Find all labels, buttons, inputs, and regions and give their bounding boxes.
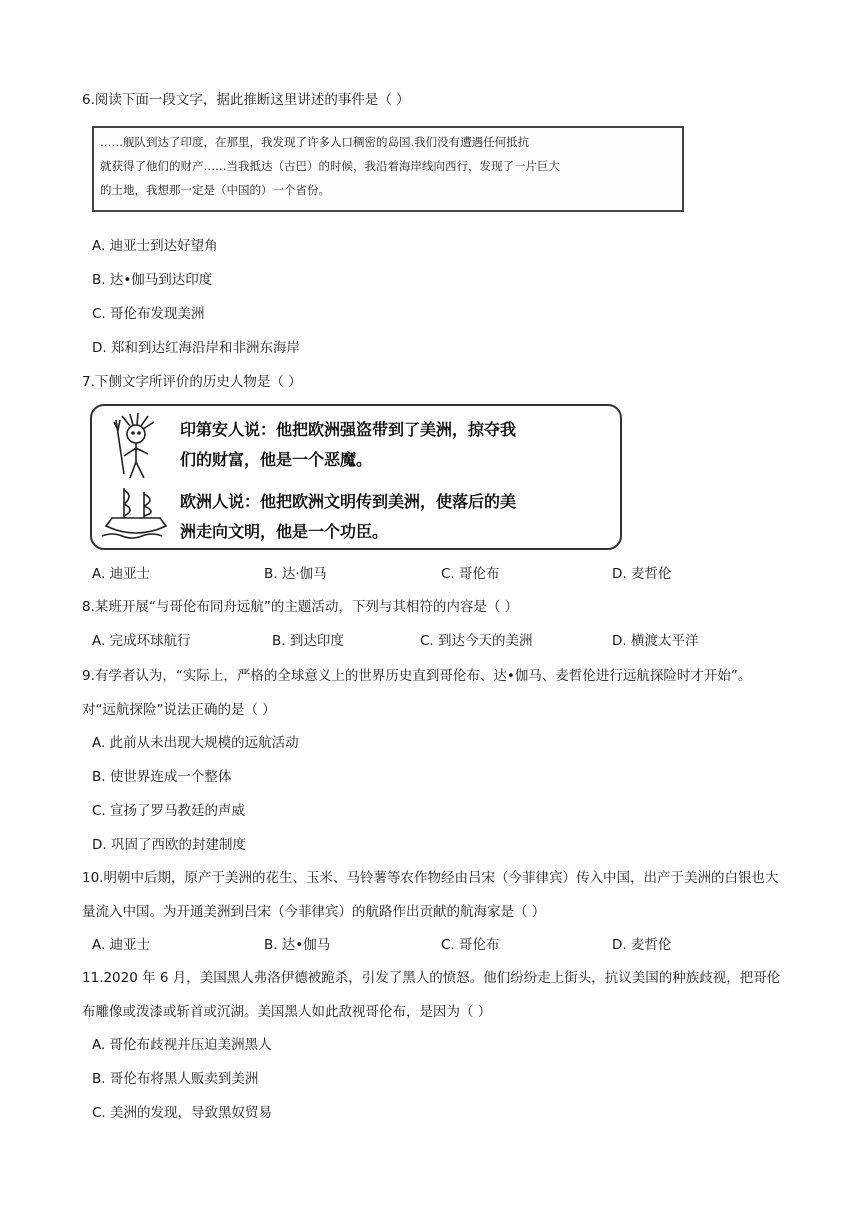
question-7-stem: 7.下侧文字所评价的历史人物是（ ） bbox=[82, 374, 302, 390]
question-8-option-c[interactable]: C. 到达今天的美洲 bbox=[420, 633, 533, 649]
comic-line-4: 洲走向文明，他是一个功臣。 bbox=[180, 522, 389, 541]
question-9-option-b[interactable]: B. 使世界连成一个整体 bbox=[92, 769, 232, 785]
question-7-comic-box bbox=[90, 404, 622, 550]
question-6-stem: 6.阅读下面一段文字，据此推断这里讲述的事件是（ ） bbox=[82, 92, 410, 108]
question-7-option-b[interactable]: B. 达·伽马 bbox=[264, 566, 327, 582]
question-7-option-d[interactable]: D. 麦哲伦 bbox=[612, 566, 672, 582]
question-8-option-d[interactable]: D. 横渡太平洋 bbox=[612, 633, 699, 649]
question-9-option-a[interactable]: A. 此前从未出现大规模的远航活动 bbox=[92, 735, 299, 751]
question-6-option-c[interactable]: C. 哥伦布发现美洲 bbox=[92, 306, 205, 322]
question-6-option-a[interactable]: A. 迪亚士到达好望角 bbox=[92, 238, 218, 254]
question-11-option-b[interactable]: B. 哥伦布将黑人贩卖到美洲 bbox=[92, 1071, 259, 1087]
question-9-option-c[interactable]: C. 宣扬了罗马教廷的声威 bbox=[92, 803, 246, 819]
quote-line-3: 的土地，我想那一定是（中国的）一个省份。 bbox=[100, 183, 330, 197]
quote-line-1: ……舰队到达了印度，在那里，我发现了许多人口稠密的岛国.我们没有遭遇任何抵抗 bbox=[100, 135, 530, 149]
question-8-stem: 8.某班开展“与哥伦布同舟远航”的主题活动，下列与其相符的内容是（ ） bbox=[82, 599, 519, 615]
question-7-option-a[interactable]: A. 迪亚士 bbox=[92, 566, 151, 582]
question-11-stem: 11.2020 年 6 月，美国黑人弗洛伊德被跪杀，引发了黑人的愤怒。他们纷纷走上街头，抗议美国的种族歧视，把哥伦布雕像或泼漆或斩首或沉湖。美国黑人如此敌视哥伦布，是因为（ ） bbox=[82, 970, 781, 1020]
question-10-option-d[interactable]: D. 麦哲伦 bbox=[612, 937, 672, 953]
question-10-option-a[interactable]: A. 迪亚士 bbox=[92, 937, 151, 953]
question-8-option-b[interactable]: B. 到达印度 bbox=[272, 633, 344, 649]
question-6-quote-box bbox=[92, 126, 684, 212]
question-7-option-c[interactable]: C. 哥伦布 bbox=[441, 566, 500, 582]
quote-line-2: 就获得了他们的财产……当我抵达（古巴）的时候，我沿着海岸线向西行，发现了一片巨大 bbox=[100, 159, 560, 173]
comic-line-3: 欧洲人说：他把欧洲文明传到美洲，使落后的美 bbox=[180, 492, 517, 511]
question-10-stem: 10.明朝中后期，原产于美洲的花生、玉米、马铃薯等农作物经由吕宋（今菲律宾）传入中国，出产于美洲的白银也大量流入中国。为开通美洲到吕宋（今菲律宾）的航路作出贡献的航海家是（ ） bbox=[82, 870, 779, 920]
question-10-option-c[interactable]: C. 哥伦布 bbox=[441, 937, 500, 953]
question-9-stem: 9.有学者认为，“实际上，严格的全球意义上的世界历史直到哥伦布、达•伽马、麦哲伦进行远航探险时才开始”。对“远航探险”说法正确的是（ ） bbox=[82, 668, 752, 718]
question-11-option-a[interactable]: A. 哥伦布歧视并压迫美洲黑人 bbox=[92, 1037, 272, 1053]
question-11-option-c[interactable]: C. 美洲的发现，导致黑奴贸易 bbox=[92, 1105, 273, 1121]
question-8-option-a[interactable]: A. 完成环球航行 bbox=[92, 633, 191, 649]
question-6-option-b[interactable]: B. 达•伽马到达印度 bbox=[92, 272, 213, 288]
question-9-option-d[interactable]: D. 巩固了西欧的封建制度 bbox=[92, 837, 246, 853]
question-10-option-b[interactable]: B. 达•伽马 bbox=[264, 937, 331, 953]
comic-line-1: 印第安人说：他把欧洲强盗带到了美洲，掠夺我 bbox=[180, 420, 517, 439]
sailing-ship-icon bbox=[100, 482, 172, 544]
question-6-option-d[interactable]: D. 郑和到达红海沿岸和非洲东海岸 bbox=[92, 340, 300, 356]
native-american-figure-icon bbox=[102, 412, 168, 482]
comic-line-2: 们的财富，他是一个恶魔。 bbox=[180, 450, 373, 469]
